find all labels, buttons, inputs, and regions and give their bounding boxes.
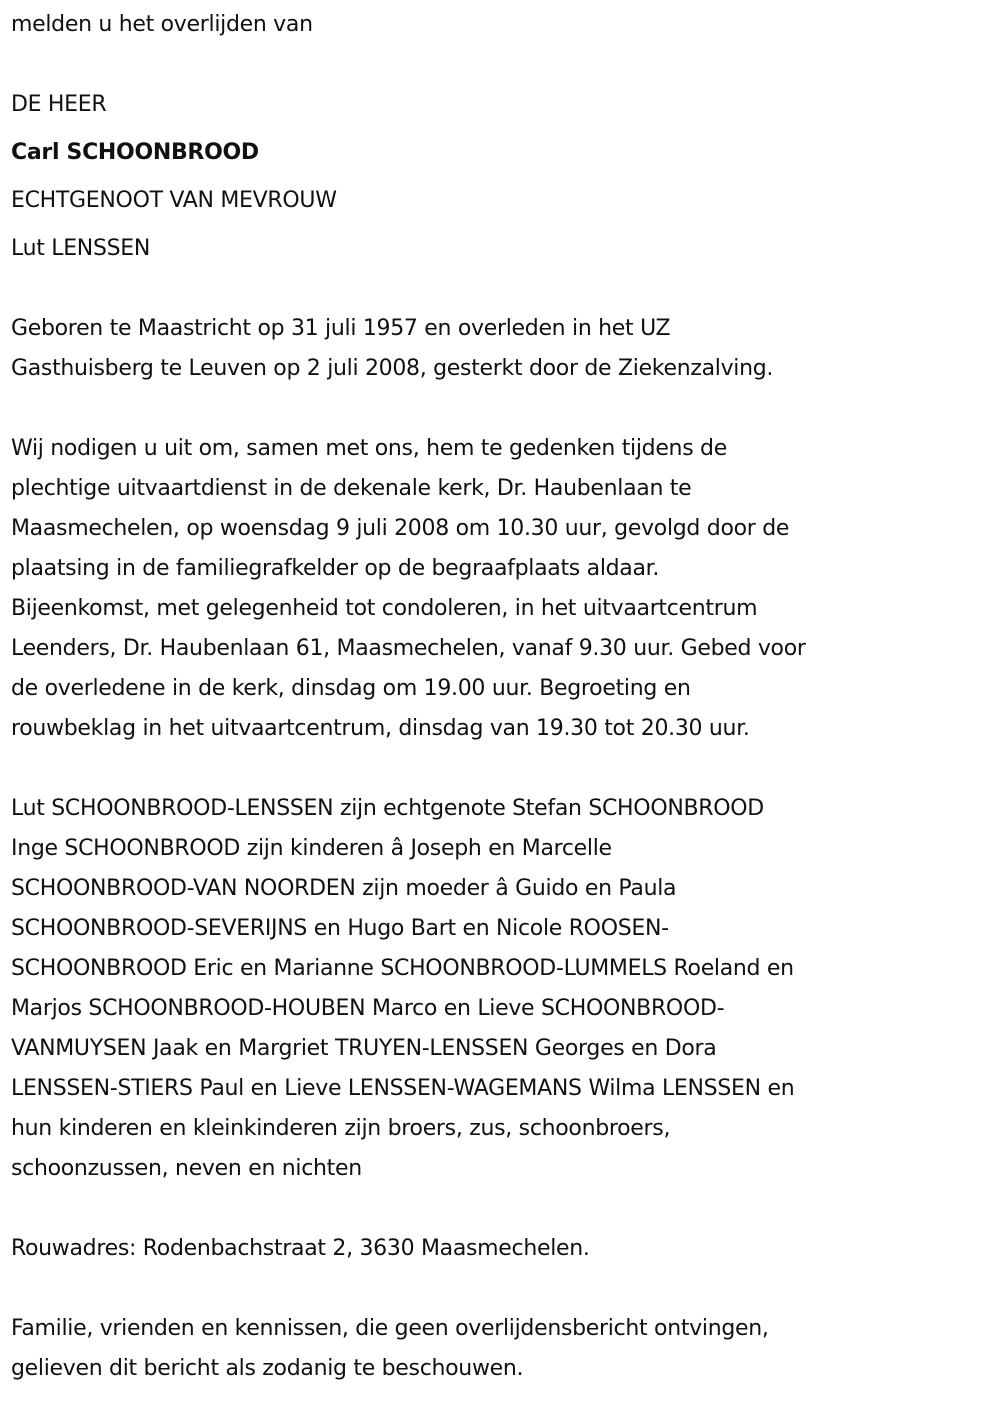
title: DE HEER bbox=[11, 92, 107, 117]
text-line: Geboren te Maastricht op 31 juli 1957 en overleden in het UZ bbox=[11, 316, 671, 341]
text-line: de overledene in de kerk, dinsdag om 19.00 uur. Begroeting en bbox=[11, 676, 691, 701]
text-line: LENSSEN-STIERS Paul en Lieve LENSSEN-WAGEMANS Wilma LENSSEN en bbox=[11, 1076, 795, 1101]
text-line: Bijeenkomst, met gelegenheid tot condoleren, in het uitvaartcentrum bbox=[11, 596, 758, 621]
text-line: rouwbeklag in het uitvaartcentrum, dinsdag van 19.30 tot 20.30 uur. bbox=[11, 716, 750, 741]
text-line: SCHOONBROOD-SEVERIJNS en Hugo Bart en Nicole ROOSEN- bbox=[11, 916, 669, 941]
text-line: SCHOONBROOD-VAN NOORDEN zijn moeder â Guido en Paula bbox=[11, 876, 677, 901]
text-line: plechtige uitvaartdienst in de dekenale kerk, Dr. Haubenlaan te bbox=[11, 476, 692, 501]
closing-paragraph bbox=[11, 1309, 769, 1389]
text-line: Familie, vrienden en kennissen, die geen overlijdensbericht ontvingen, bbox=[11, 1316, 769, 1341]
text-line: hun kinderen en kleinkinderen zijn broers, zus, schoonbroers, bbox=[11, 1116, 671, 1141]
text-line: schoonzussen, neven en nichten bbox=[11, 1156, 362, 1181]
text-line: gelieven dit bericht als zodanig te beschouwen. bbox=[11, 1356, 524, 1381]
intro-text: melden u het overlijden van bbox=[11, 12, 313, 37]
address-paragraph bbox=[11, 1229, 590, 1269]
birth-death-paragraph bbox=[11, 309, 773, 389]
text-line: Inge SCHOONBROOD zijn kinderen â Joseph en Marcelle bbox=[11, 836, 612, 861]
text-line: plaatsing in de familiegrafkelder op de begraafplaats aldaar. bbox=[11, 556, 660, 581]
family-paragraph bbox=[11, 789, 794, 1189]
text-line: Marjos SCHOONBROOD-HOUBEN Marco en Lieve SCHOONBROOD- bbox=[11, 996, 725, 1021]
deceased-name: Carl SCHOONBROOD bbox=[11, 140, 259, 165]
text-line: VANMUYSEN Jaak en Margriet TRUYEN-LENSSEN Georges en Dora bbox=[11, 1036, 717, 1061]
text-line: Maasmechelen, op woensdag 9 juli 2008 om 10.30 uur, gevolgd door de bbox=[11, 516, 790, 541]
text-line: SCHOONBROOD Eric en Marianne SCHOONBROOD-LUMMELS Roeland en bbox=[11, 956, 794, 981]
text-line: Gasthuisberg te Leuven op 2 juli 2008, gesterkt door de Ziekenzalving. bbox=[11, 356, 774, 381]
relation: ECHTGENOOT VAN MEVROUW bbox=[11, 188, 337, 213]
service-paragraph bbox=[11, 429, 806, 749]
text-line: Wij nodigen u uit om, samen met ons, hem te gedenken tijdens de bbox=[11, 436, 727, 461]
deceased-header bbox=[11, 81, 337, 273]
intro bbox=[11, 5, 313, 45]
text-line: Leenders, Dr. Haubenlaan 61, Maasmechelen, vanaf 9.30 uur. Gebed voor bbox=[11, 636, 806, 661]
text-line: Lut SCHOONBROOD-LENSSEN zijn echtgenote Stefan SCHOONBROOD bbox=[11, 796, 764, 821]
mourning-address: Rouwadres: Rodenbachstraat 2, 3630 Maasmechelen. bbox=[11, 1236, 590, 1261]
spouse-name: Lut LENSSEN bbox=[11, 236, 151, 261]
